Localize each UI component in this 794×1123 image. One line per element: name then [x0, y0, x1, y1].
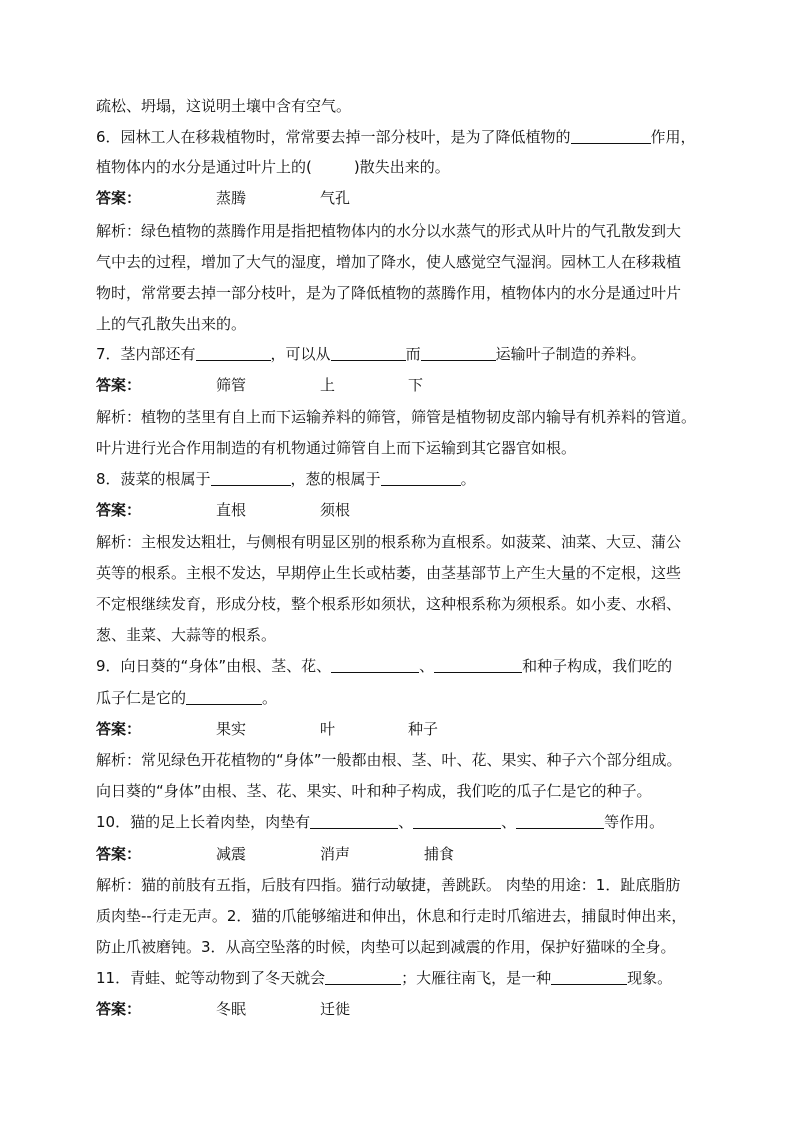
- q8-text-b: ，葱的根属于: [290, 470, 381, 488]
- q8-answer-2: 须根: [320, 501, 351, 519]
- q7-answer-row: [96, 373, 696, 397]
- q10-explanation-line: 质肉垫--行走无声。2．猫的爪能够缩进和伸出，休息和行走时爪缩进去，捕鼠时伸出来，: [96, 907, 687, 925]
- q11-answer-1: 冬眠: [216, 1000, 247, 1018]
- q6-answer-2: 气孔: [320, 189, 351, 207]
- q8-text-a: 8．菠菜的根属于: [96, 470, 211, 488]
- q7-blank-3: [421, 343, 496, 361]
- answer-label: 答案：: [96, 189, 142, 207]
- q10-blank-1: [310, 811, 398, 829]
- q11-blank-2: [551, 967, 627, 985]
- q9-blank-1: [331, 655, 419, 673]
- q6-text-a: 6．园林工人在移栽植物时，常常要去掉一部分枝叶，是为了降低植物的: [96, 128, 571, 146]
- q11-answer-2: 迁徙: [320, 1000, 351, 1018]
- q6-explanation-line: 解析：绿色植物的蒸腾作用是指把植物体内的水分以水蒸气的形式从叶片的气孔散发到大: [96, 222, 682, 240]
- q7-text-b: ，可以从: [270, 345, 331, 363]
- q10-explanation-line: 解析：猫的前肢有五指，后肢有四指。猫行动敏捷，善跳跃。 肉垫的用途：1．趾底脂肪: [96, 876, 681, 894]
- q8-blank-1: [211, 468, 291, 486]
- q6-text-line2-a: 植物体内的水分是通过叶片上的(: [96, 158, 312, 176]
- q9-blank-3: [186, 687, 262, 705]
- q6-text: [96, 125, 696, 149]
- q10-answer-3: 捕食: [424, 845, 455, 863]
- q9-explanation-line: 解析：常见绿色开花植物的“身体”一般都由根、茎、叶、花、果实、种子六个部分组成。: [96, 751, 682, 769]
- q10-text-b: 、: [398, 813, 414, 831]
- q10-answer-1: 减震: [216, 845, 247, 863]
- q10-blank-3: [516, 811, 604, 829]
- q11-text-b: ；大雁往南飞，是一种: [401, 969, 552, 987]
- q7-explanation-line: 叶片进行光合作用制造的有机物通过筛管自上而下运输到其它器官如根。: [96, 439, 577, 457]
- q10-answer-row: [96, 842, 696, 866]
- q7-text-c: 而: [405, 345, 421, 363]
- q6-explanation-line: 气中去的过程，增加了大气的湿度，增加了降水，使人感觉空气湿润。园林工人在移栽植: [96, 253, 682, 271]
- q7-explanation-line: 解析：植物的茎里有自上而下运输养料的筛管，筛管是植物韧皮部内输导有机养料的管道。: [96, 408, 697, 426]
- q7-answer-1: 筛管: [216, 376, 247, 394]
- q7-answer-3: 下: [408, 376, 424, 394]
- q8-text-c: 。: [460, 470, 476, 488]
- q9-text-line2-b: 。: [262, 689, 278, 707]
- q8-text: [96, 467, 476, 491]
- q10-answer-2: 消声: [320, 845, 351, 863]
- q11-answer-row: [96, 997, 696, 1021]
- q9-answer-2: 叶: [320, 720, 336, 738]
- q7-text-d: 运输叶子制造的养料。: [495, 345, 646, 363]
- q9-answer-3: 种子: [408, 720, 439, 738]
- q10-explanation-line: 防止爪被磨钝。3．从高空坠落的时候，肉垫可以起到减震的作用，保护好猫咪的全身。: [96, 938, 676, 956]
- q10-text-a: 10．猫的足上长着肉垫，肉垫有: [96, 813, 311, 831]
- q11-text: [96, 966, 672, 990]
- q6-answer-1: 蒸腾: [216, 189, 247, 207]
- q9-answer-row: [96, 717, 696, 741]
- q7-text: [96, 342, 646, 366]
- answer-label: 答案：: [96, 720, 142, 738]
- q9-answer-1: 果实: [216, 720, 247, 738]
- q6-text-line2-b: )散失出来的。: [353, 158, 450, 176]
- q9-text: [96, 654, 672, 678]
- q6-text-line2: [96, 155, 450, 179]
- q9-text-c: 和种子构成，我们吃的: [522, 657, 673, 675]
- q8-answer-row: [96, 498, 696, 522]
- q7-blank-2: [331, 343, 406, 361]
- q8-explanation-line: 英等的根系。主根不发达，早期停止生长或枯萎，由茎基部节上产生大量的不定根，这些: [96, 564, 682, 582]
- q6-text-b: 作用，: [650, 128, 696, 146]
- q5-continuation-text: 疏松、坍塌，这说明土壤中含有空气。: [96, 97, 352, 115]
- q11-text-c: 现象。: [627, 969, 673, 987]
- q9-text-line2: [96, 686, 277, 710]
- q10-text-c: 、: [501, 813, 517, 831]
- q7-answer-2: 上: [320, 376, 336, 394]
- q9-text-line2-a: 瓜子仁是它的: [96, 689, 187, 707]
- q11-blank-1: [325, 967, 401, 985]
- q10-blank-2: [413, 811, 501, 829]
- q8-explanation-line: 葱、韭菜、大蒜等的根系。: [96, 626, 277, 644]
- q6-answer-row: [96, 186, 696, 210]
- answer-label: 答案：: [96, 376, 142, 394]
- q8-explanation-line: 不定根继续发育，形成分枝，整个根系形如须状，这种根系称为须根系。如小麦、水稻、: [96, 595, 682, 613]
- q9-blank-2: [434, 655, 522, 673]
- q10-text: [96, 810, 664, 834]
- q5-continuation: [96, 94, 351, 118]
- q7-text-a: 7．茎内部还有: [96, 345, 196, 363]
- q6-explanation-line: 上的气孔散失出来的。: [96, 315, 247, 333]
- q11-text-a: 11．青蛙、蛇等动物到了冬天就会: [96, 969, 326, 987]
- q6-blank-1: [571, 126, 651, 144]
- answer-label: 答案：: [96, 1000, 142, 1018]
- q7-blank-1: [196, 343, 271, 361]
- q9-text-a: 9．向日葵的“身体”由根、茎、花、: [96, 657, 332, 675]
- answer-label: 答案：: [96, 845, 142, 863]
- q8-blank-2: [381, 468, 461, 486]
- q6-explanation-line: 物时，常常要去掉一部分枝叶，是为了降低植物的蒸腾作用，植物体内的水分是通过叶片: [96, 284, 682, 302]
- q8-explanation-line: 解析：主根发达粗壮，与侧根有明显区别的根系称为直根系。如菠菜、油菜、大豆、蒲公: [96, 533, 682, 551]
- q10-text-d: 等作用。: [604, 813, 665, 831]
- q8-answer-1: 直根: [216, 501, 247, 519]
- answer-label: 答案：: [96, 501, 142, 519]
- q9-explanation-line: 向日葵的“身体”由根、茎、花、果实、叶和种子构成，我们吃的瓜子仁是它的种子。: [96, 782, 652, 800]
- q9-text-b: 、: [419, 657, 435, 675]
